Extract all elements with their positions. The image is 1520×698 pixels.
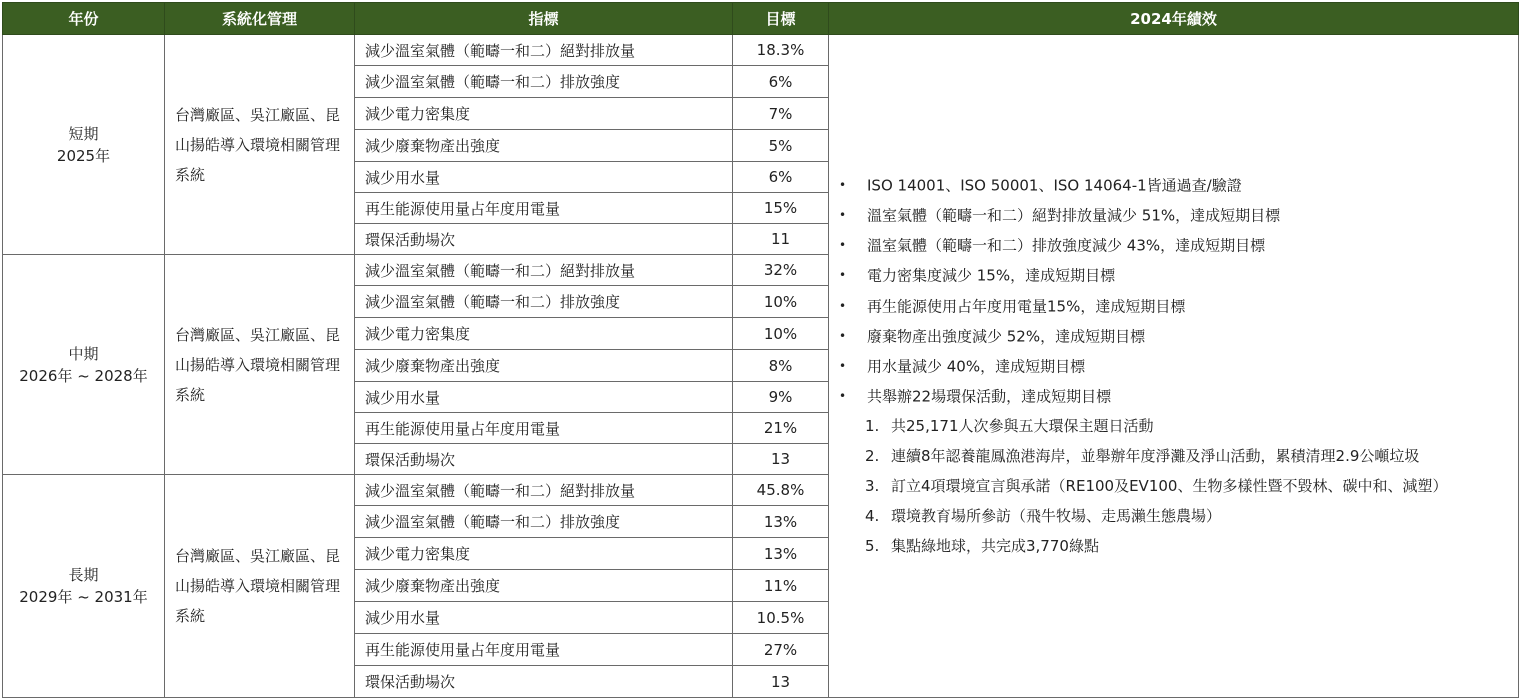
performance-item-text: ISO 14001、ISO 50001、ISO 14064-1皆通過查/驗證 [867,176,1242,195]
list-item [865,502,1518,532]
target-cell: 5% [733,130,829,162]
list-item [839,382,1518,412]
performance-item-text: 廢棄物產出強度減少 52%，達成短期目標 [867,327,1146,346]
bullet-icon: • [839,207,847,222]
target-cell: 13 [733,666,829,698]
target-cell: 13 [733,444,829,475]
target-cell: 11 [733,224,829,255]
target-cell: 21% [733,413,829,444]
table-body [3,35,1519,698]
sub-item-text: 連續8年認養龍鳳漁港海岸，並舉辦年度淨灘及淨山活動，累積清理2.9公噸垃圾 [891,447,1420,466]
indicator-cell: 再生能源使用量占年度用電量 [355,634,733,666]
system-management-cell: 台灣廠區、吳江廠區、昆山揚皓導入環境相關管理系統 [165,475,355,698]
bullet-icon: • [839,238,847,253]
performance-item-text: 電力密集度減少 15%，達成短期目標 [867,266,1116,285]
list-item [865,472,1518,502]
header-performance: 2024年績效 [829,3,1519,35]
system-management-cell: 台灣廠區、吳江廠區、昆山揚皓導入環境相關管理系統 [165,255,355,475]
indicator-cell: 減少廢棄物產出強度 [355,130,733,162]
performance-sub-list [839,412,1518,561]
target-cell: 7% [733,98,829,130]
indicator-cell: 減少電力密集度 [355,538,733,570]
bullet-icon: • [839,177,847,192]
header-system: 系統化管理 [165,3,355,35]
indicator-cell: 再生能源使用量占年度用電量 [355,413,733,444]
bullet-icon: • [839,358,847,373]
indicator-cell: 減少溫室氣體（範疇一和二）絕對排放量 [355,255,733,286]
indicator-cell: 減少電力密集度 [355,318,733,350]
target-cell: 6% [733,162,829,193]
sub-item-text: 環境教育場所參訪（飛牛牧場、走馬瀨生態農場） [891,506,1222,525]
indicator-cell: 減少溫室氣體（範疇一和二）排放強度 [355,66,733,98]
indicator-cell: 減少溫室氣體（範疇一和二）絕對排放量 [355,475,733,506]
sub-item-number: 5. [865,536,880,555]
target-cell: 10.5% [733,602,829,634]
target-cell: 9% [733,382,829,413]
list-item [839,261,1518,291]
list-item [839,352,1518,382]
indicator-cell: 減少溫室氣體（範疇一和二）排放強度 [355,506,733,538]
target-cell: 10% [733,286,829,318]
indicator-cell: 再生能源使用量占年度用電量 [355,193,733,224]
indicator-cell: 減少溫室氣體（範疇一和二）絕對排放量 [355,35,733,66]
bullet-icon: • [839,328,847,343]
bullet-icon: • [839,268,847,283]
period-label: 中期 [68,344,99,363]
period-cell [3,255,165,475]
list-item [839,292,1518,322]
list-item [839,171,1518,201]
indicator-cell: 減少溫室氣體（範疇一和二）排放強度 [355,286,733,318]
list-item [839,201,1518,231]
period-years: 2025年 [56,146,111,165]
sub-item-text: 集點綠地球，共完成3,770綠點 [891,536,1099,555]
period-years: 2026年 ~ 2028年 [19,366,148,385]
performance-item-text: 共舉辦22場環保活動，達成短期目標 [867,387,1112,406]
sub-item-number: 1. [865,417,880,436]
target-cell: 13% [733,538,829,570]
period-cell [3,35,165,255]
sub-item-number: 4. [865,506,880,525]
table-row [3,35,1519,66]
indicator-cell: 減少用水量 [355,162,733,193]
period-cell [3,475,165,698]
indicator-cell: 減少廢棄物產出強度 [355,570,733,602]
indicator-cell: 減少用水量 [355,382,733,413]
sustainability-targets-table [2,2,1519,698]
performance-2024-cell [829,35,1519,698]
bullet-icon: • [839,389,847,404]
header-row [3,3,1519,35]
period-years: 2029年 ~ 2031年 [19,588,148,606]
list-item [865,442,1518,472]
performance-item-text: 用水量減少 40%，達成短期目標 [867,357,1086,376]
list-item [839,322,1518,352]
target-cell: 6% [733,66,829,98]
bullet-icon: • [839,298,847,313]
sub-item-number: 3. [865,476,880,495]
sub-item-text: 共25,171人次參與五大環保主題日活動 [891,417,1154,436]
target-cell: 32% [733,255,829,286]
header-year: 年份 [3,3,165,35]
indicator-cell: 減少用水量 [355,602,733,634]
target-cell: 15% [733,193,829,224]
header-indicator: 指標 [355,3,733,35]
indicator-cell: 環保活動場次 [355,444,733,475]
sub-item-number: 2. [865,447,880,466]
indicator-cell: 環保活動場次 [355,224,733,255]
list-item [865,412,1518,442]
performance-item-text: 再生能源使用占年度用電量15%，達成短期目標 [867,296,1186,315]
target-cell: 13% [733,506,829,538]
performance-item-text: 溫室氣體（範疇一和二）絕對排放量減少 51%，達成短期目標 [867,206,1281,225]
target-cell: 11% [733,570,829,602]
indicator-cell: 減少廢棄物產出強度 [355,350,733,382]
list-item [839,231,1518,261]
performance-item-text: 溫室氣體（範疇一和二）排放強度減少 43%，達成短期目標 [867,236,1266,255]
system-management-cell: 台灣廠區、吳江廠區、昆山揚皓導入環境相關管理系統 [165,35,355,255]
target-cell: 10% [733,318,829,350]
target-cell: 18.3% [733,35,829,66]
target-cell: 45.8% [733,475,829,506]
target-cell: 8% [733,350,829,382]
performance-list [839,171,1518,413]
indicator-cell: 環保活動場次 [355,666,733,698]
target-cell: 27% [733,634,829,666]
period-label: 短期 [68,124,99,143]
period-label: 長期 [68,566,99,584]
list-item [865,532,1518,562]
header-target: 目標 [733,3,829,35]
indicator-cell: 減少電力密集度 [355,98,733,130]
sub-item-text: 訂立4項環境宣言與承諾（RE100及EV100、生物多樣性暨不毀林、碳中和、減塑） [891,476,1448,495]
